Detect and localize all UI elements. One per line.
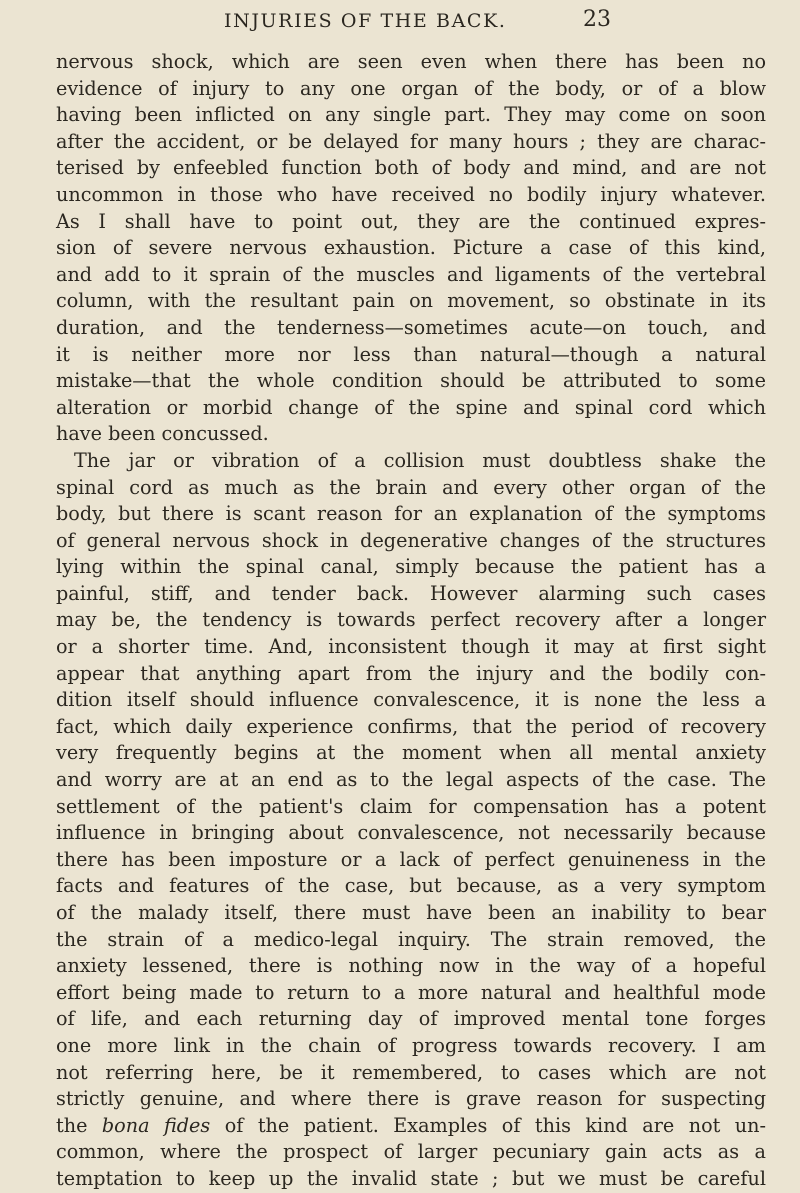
text-line bbox=[56, 1139, 766, 1166]
text-segment: effort being made to return to a more natural and healthful mode bbox=[56, 980, 766, 1004]
text-line bbox=[56, 448, 766, 475]
text-segment: anxiety lessened, there is nothing now in the way of a hopeful bbox=[56, 954, 766, 978]
text-segment: alteration or morbid change of the spine and spinal cord which bbox=[56, 395, 766, 419]
text-line bbox=[56, 740, 766, 767]
text-segment: of the malady itself, there must have been an inability to bear bbox=[56, 901, 766, 924]
text-segment: the strain of a medico-legal inquiry. The strain removed, the bbox=[56, 927, 766, 951]
text-segment: spinal cord as much as the brain and every other organ of the bbox=[56, 475, 766, 499]
running-title: INJURIES OF THE BACK. bbox=[224, 10, 507, 32]
text-line bbox=[56, 262, 766, 289]
text-segment: appear that anything apart from the injury and the bodily con- bbox=[56, 661, 766, 685]
text-line bbox=[56, 342, 766, 369]
text-segment: may be, the tendency is towards perfect recovery after a longer bbox=[56, 608, 766, 632]
text-line bbox=[56, 767, 766, 794]
text-line bbox=[56, 581, 766, 608]
text-segment: nervous shock, which are seen even when there has been no bbox=[56, 50, 766, 73]
text-segment: having been inflicted on any single part. They may come on soon bbox=[56, 103, 766, 127]
text-segment: duration, and the tenderness—sometimes acute—on touch, and bbox=[56, 315, 766, 339]
text-segment: facts and features of the case, but because, as a very symptom bbox=[56, 874, 766, 898]
text-line bbox=[56, 1113, 766, 1140]
text-segment: column, with the resultant pain on movement, so obstinate in its bbox=[56, 289, 766, 313]
text-line bbox=[56, 395, 766, 422]
text-segment: mistake—that the whole condition should be attributed to some bbox=[56, 369, 766, 393]
text-segment: not referring here, be it remembered, to cases which are not bbox=[56, 1060, 766, 1084]
text-segment: settlement of the patient's claim for compensation has a potent bbox=[56, 794, 766, 818]
text-line bbox=[56, 873, 766, 900]
text-segment: strictly genuine, and where there is grave reason for suspecting bbox=[56, 1087, 766, 1111]
text-line bbox=[56, 129, 766, 156]
text-segment: temptation to keep up the invalid state ; but we must be careful bbox=[56, 1166, 766, 1190]
text-segment: evidence of injury to any one organ of the body, or of a blow bbox=[56, 76, 766, 100]
text-segment: after the accident, or be delayed for many hours ; they are charac- bbox=[56, 129, 766, 153]
text-segment: very frequently begins at the moment when all mental anxiety bbox=[56, 741, 766, 765]
text-line bbox=[56, 634, 766, 661]
text-segment: common, where the prospect of larger pecuniary gain acts as a bbox=[56, 1140, 766, 1164]
text-segment: influence in bringing about convalescence, not necessarily because bbox=[56, 821, 766, 845]
text-line bbox=[56, 421, 766, 448]
text-segment: have been concussed. bbox=[56, 422, 269, 446]
text-line bbox=[56, 847, 766, 874]
text-line bbox=[56, 76, 766, 103]
text-segment: and add to it sprain of the muscles and ligaments of the vertebral bbox=[56, 262, 766, 286]
text-segment: of life, and each returning day of improved mental tone forges bbox=[56, 1007, 766, 1031]
text-line bbox=[56, 235, 766, 262]
text-segment: painful, stiff, and tender back. However alarming such cases bbox=[56, 581, 766, 605]
text-segment: body, but there is scant reason for an explanation of the symptoms bbox=[56, 502, 766, 526]
text-segment: terised by enfeebled function both of body and mind, and are not bbox=[56, 156, 766, 180]
text-line bbox=[56, 528, 766, 555]
text-line bbox=[56, 1166, 766, 1193]
text-line bbox=[56, 49, 766, 76]
text-line bbox=[56, 607, 766, 634]
text-segment: or a shorter time. And, inconsistent though it may at first sight bbox=[56, 635, 766, 659]
text-segment: sion of severe nervous exhaustion. Picture a case of this kind, bbox=[56, 236, 766, 260]
text-line bbox=[56, 1006, 766, 1033]
text-segment: The jar or vibration of a collision must doubtless shake the bbox=[74, 448, 766, 472]
italic-text: bona fides bbox=[101, 1113, 211, 1137]
text-line bbox=[56, 102, 766, 129]
text-line bbox=[56, 927, 766, 954]
text-line bbox=[56, 475, 766, 502]
text-line bbox=[56, 182, 766, 209]
page-number: 23 bbox=[583, 7, 611, 32]
text-segment: it is neither more nor less than natural—though a natural bbox=[56, 342, 766, 366]
text-line bbox=[56, 714, 766, 741]
text-line bbox=[56, 554, 766, 581]
text-line bbox=[56, 820, 766, 847]
text-segment: uncommon in those who have received no bodily injury whatever. bbox=[56, 182, 766, 206]
text-line bbox=[56, 1060, 766, 1087]
text-segment: As I shall have to point out, they are the continued expres- bbox=[56, 209, 766, 233]
text-line bbox=[56, 368, 766, 395]
text-segment: dition itself should influence convalescence, it is none the less a bbox=[56, 688, 766, 712]
text-segment: fact, which daily experience confirms, that the period of recovery bbox=[56, 714, 766, 738]
text-segment: of the patient. Examples of this kind are not un- bbox=[210, 1113, 766, 1137]
text-segment: one more link in the chain of progress towards recovery. I am bbox=[56, 1033, 766, 1057]
text-line bbox=[56, 288, 766, 315]
text-line bbox=[56, 1086, 766, 1113]
text-line bbox=[56, 661, 766, 688]
text-line bbox=[56, 501, 766, 528]
text-segment: the bbox=[56, 1113, 102, 1137]
text-line bbox=[56, 1033, 766, 1060]
text-segment: of general nervous shock in degenerative changes of the structures bbox=[56, 528, 766, 552]
text-segment: lying within the spinal canal, simply because the patient has a bbox=[56, 555, 766, 579]
text-segment: and worry are at an end as to the legal aspects of the case. The bbox=[56, 768, 766, 792]
text-line bbox=[56, 900, 766, 927]
text-line bbox=[56, 155, 766, 182]
running-head bbox=[0, 7, 800, 37]
text-line bbox=[56, 687, 766, 714]
text-line bbox=[56, 980, 766, 1007]
body-text bbox=[56, 49, 766, 1193]
text-segment: there has been imposture or a lack of perfect genuineness in the bbox=[56, 847, 766, 871]
text-line bbox=[56, 315, 766, 342]
text-line bbox=[56, 209, 766, 236]
text-line bbox=[56, 794, 766, 821]
text-line bbox=[56, 953, 766, 980]
